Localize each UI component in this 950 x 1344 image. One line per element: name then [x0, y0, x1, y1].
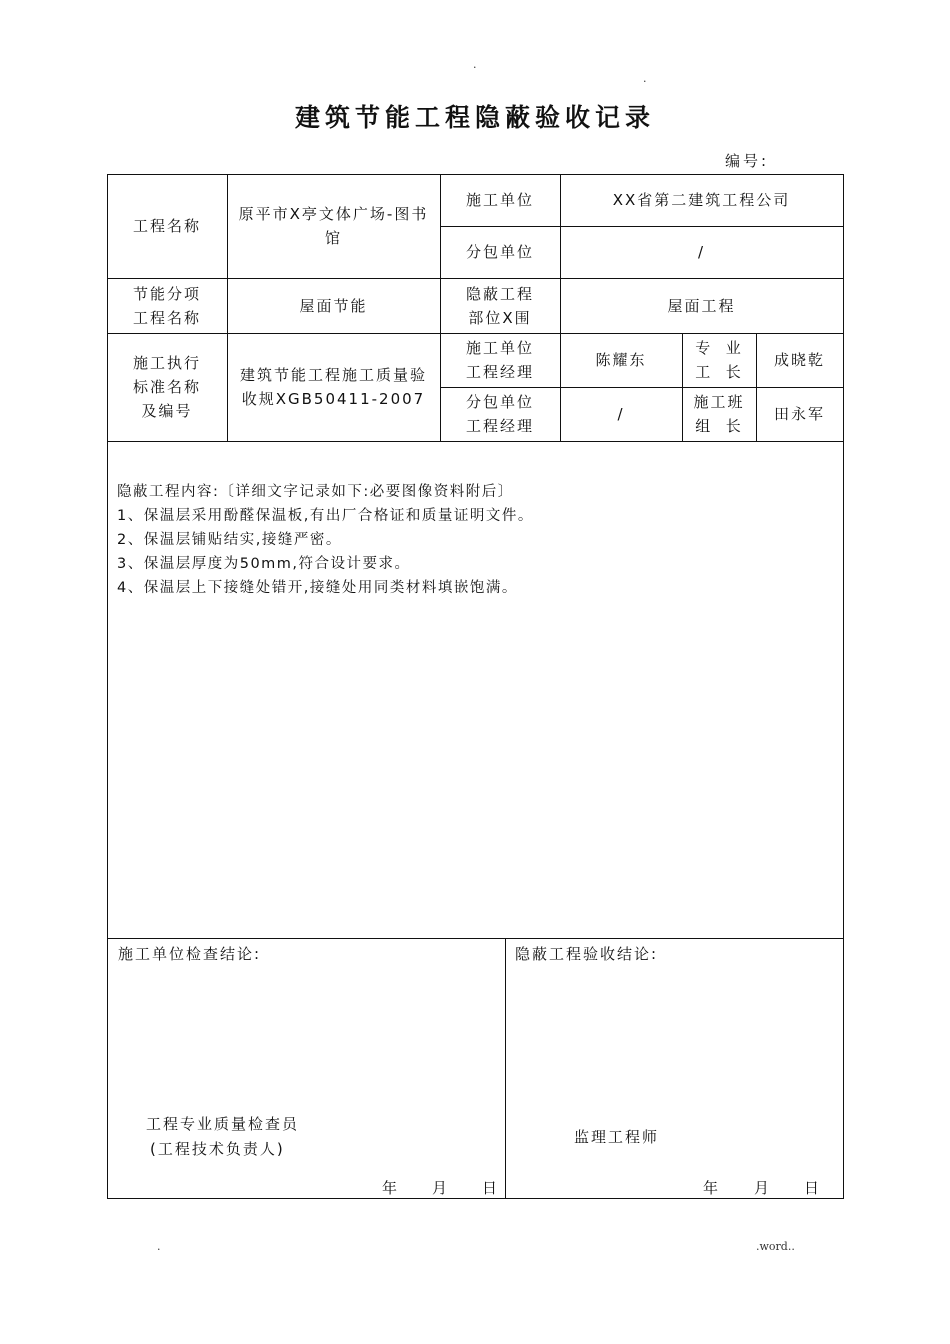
top-dot-mark-2: . — [643, 72, 647, 85]
standard-value: 建筑节能工程施工质量验 收规XGB50411-2007 — [239, 366, 427, 408]
table-border-right — [843, 174, 844, 1198]
document-title: 建筑节能工程隐蔽验收记录 — [294, 103, 655, 132]
foreman-label: 专 业 工 长 — [695, 339, 743, 381]
table-border-bottom — [107, 1198, 844, 1199]
acceptance-conclusion-heading: 隐蔽工程验收结论: — [515, 945, 659, 963]
row-divider — [107, 441, 844, 442]
row-divider — [107, 938, 844, 939]
subcontractor-value: / — [697, 243, 706, 261]
sub-project-manager-label: 分包单位 工程经理 — [465, 393, 534, 435]
team-leader-value: 田永军 — [773, 405, 825, 423]
subitem-label: 节能分项 工程名称 — [132, 284, 201, 327]
team-leader-label: 施工班 组 长 — [693, 393, 745, 435]
content-item: 2、保温层铺贴结实,接缝严密。 — [117, 532, 342, 548]
column-divider — [505, 938, 506, 1198]
hidden-works-content — [117, 480, 817, 600]
sub-project-manager-value: / — [617, 405, 625, 423]
date-day-right: 日 — [804, 1179, 822, 1197]
content-item: 1、保温层采用酚醛保温板,有出厂合格证和质量证明文件。 — [117, 508, 534, 524]
foreman-value: 成晓乾 — [773, 351, 825, 369]
project-manager-value: 陈耀东 — [595, 351, 647, 369]
contractor-value: XX省第二建筑工程公司 — [612, 191, 791, 209]
contractor-conclusion-heading: 施工单位检查结论: — [118, 945, 262, 963]
date-year-left: 年 — [382, 1179, 400, 1197]
date-day-left: 日 — [482, 1179, 500, 1197]
date-month-right: 月 — [754, 1179, 772, 1197]
footer-right-mark: .word.. — [756, 1240, 795, 1253]
subitem-value: 屋面节能 — [299, 296, 368, 315]
hidden-part-value: 屋面工程 — [667, 296, 736, 315]
serial-number-label: 编号: — [725, 152, 770, 170]
technical-lead-label: (工程技术负责人) — [150, 1140, 285, 1158]
content-heading: 隐蔽工程内容:〔详细文字记录如下:必要图像资料附后〕 — [117, 484, 514, 500]
hidden-part-label: 隐蔽工程 部位X围 — [465, 284, 534, 327]
standard-label: 施工执行 标准名称 及编号 — [132, 354, 201, 420]
project-name-value: 原平市X亭文体广场-图书 馆 — [238, 205, 429, 247]
supervisor-label: 监理工程师 — [574, 1128, 660, 1146]
content-item: 4、保温层上下接缝处错开,接缝处用同类材料填嵌饱满。 — [117, 580, 518, 596]
project-manager-label: 施工单位 工程经理 — [465, 339, 534, 381]
date-month-left: 月 — [432, 1179, 450, 1197]
footer-left-mark: . — [157, 1240, 161, 1253]
quality-inspector-label: 工程专业质量检查员 — [146, 1115, 300, 1133]
project-name-label: 工程名称 — [132, 217, 201, 235]
subcontractor-label: 分包单位 — [465, 243, 534, 261]
contractor-label: 施工单位 — [465, 191, 534, 209]
content-item: 3、保温层厚度为50mm,符合设计要求。 — [117, 556, 411, 572]
top-dot-mark: . — [473, 58, 477, 71]
date-year-right: 年 — [703, 1179, 721, 1197]
